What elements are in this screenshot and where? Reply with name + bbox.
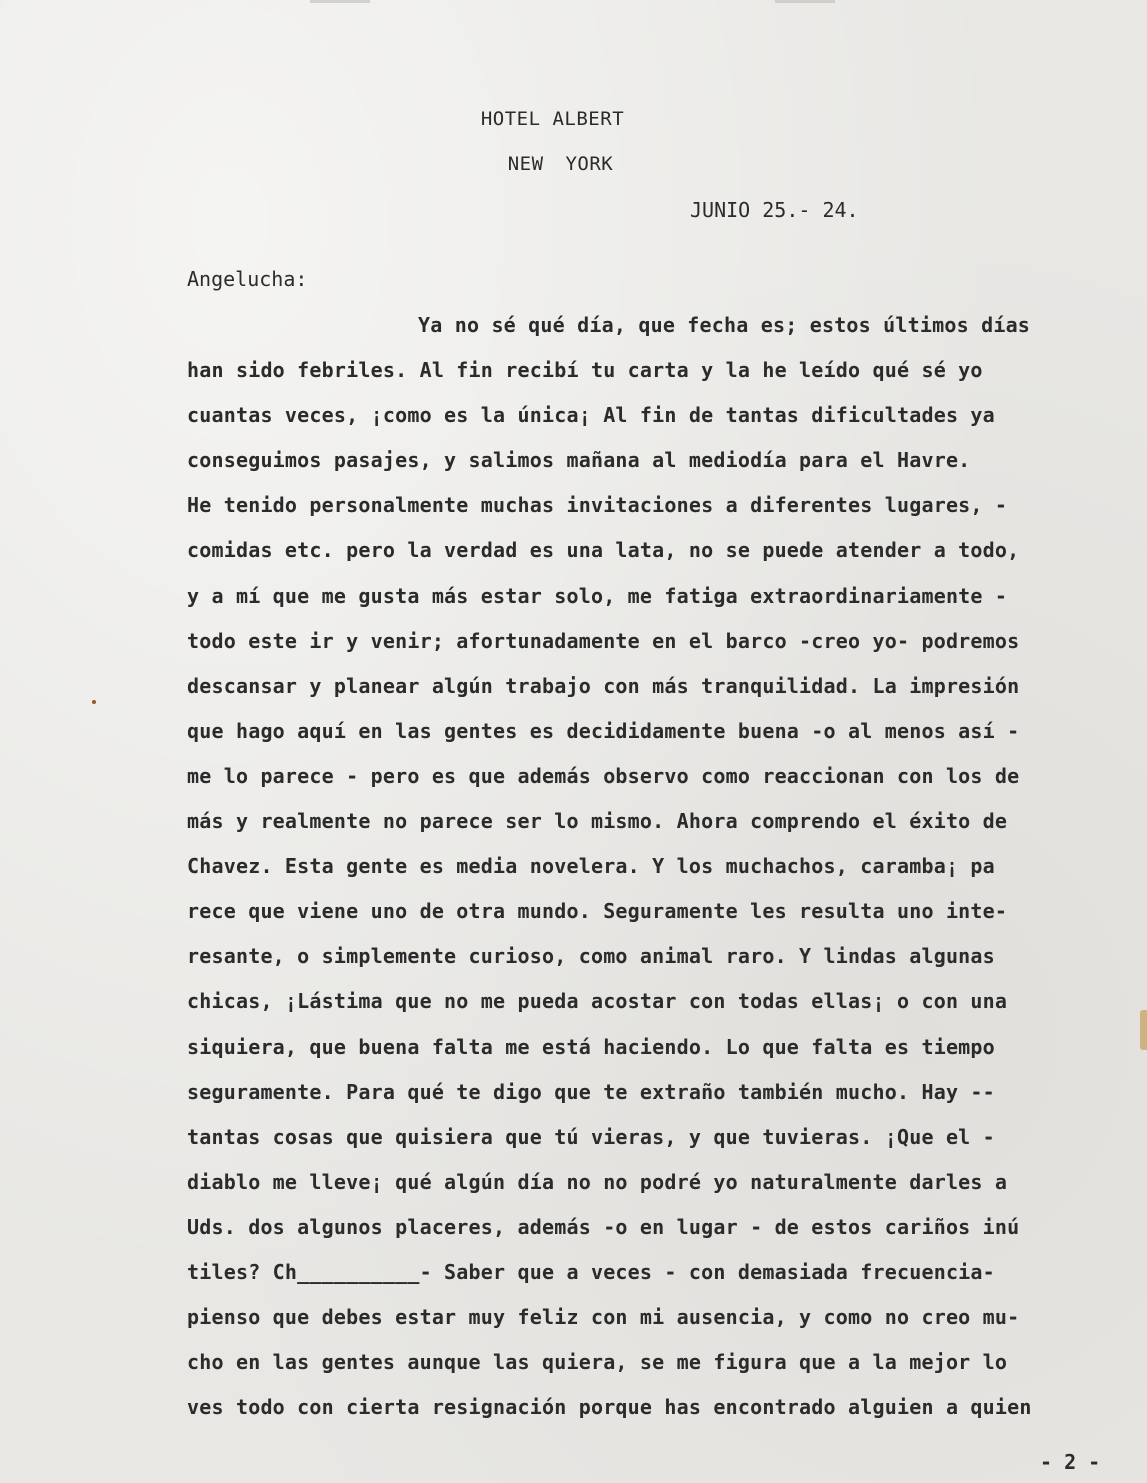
- body-line: pienso que debes estar muy feliz con mi ausencia, y como no creo mu-: [187, 1305, 1020, 1330]
- body-line: tantas cosas que quisiera que tú vieras, y que tuvieras. ¡Que el -: [187, 1124, 995, 1149]
- body-line: todo este ir y venir; afortunadamente en el barco -creo yo- podremos: [187, 628, 1020, 653]
- body-line: ves todo con cierta resignación porque has encontrado alguien a quien: [187, 1395, 1032, 1420]
- letterhead-city: NEW YORK: [507, 153, 614, 175]
- body-line: descansar y planear algún trabajo con más tranquilidad. La impresión: [187, 673, 1020, 698]
- body-line: diablo me lleve¡ qué algún día no no podré yo naturalmente darles a: [187, 1169, 1008, 1194]
- body-line: más y realmente no parece ser lo mismo. Ahora comprendo el éxito de: [187, 809, 1008, 834]
- letter-date: JUNIO 25.- 24.: [690, 198, 859, 222]
- body-line: han sido febriles. Al fin recibí tu carta y la he leído qué sé yo: [187, 358, 983, 383]
- body-line: resante, o simplemente curioso, como animal raro. Y lindas algunas: [187, 944, 995, 969]
- body-line: Ya no sé qué día, que fecha es; estos últimos días: [418, 313, 1031, 337]
- ink-spot: [92, 700, 96, 704]
- body-line: tiles? Ch__________- Saber que a veces - con demasiada frecuencia-: [187, 1259, 995, 1284]
- body-line: que hago aquí en las gentes es decididamente buena -o al menos así -: [187, 718, 1020, 743]
- body-line: seguramente. Para qué te digo que te extraño también mucho. Hay --: [187, 1079, 995, 1104]
- body-line: rece que viene uno de otra mundo. Seguramente les resulta uno inte-: [187, 899, 1008, 924]
- paper-crease-mark: [310, 0, 370, 3]
- body-line: conseguimos pasajes, y salimos mañana al mediodía para el Havre.: [187, 448, 971, 473]
- body-line: Uds. dos algunos placeres, además -o en lugar - de estos cariños inú: [187, 1214, 1020, 1239]
- body-line: cuantas veces, ¡como es la única¡ Al fin de tantas dificultades ya: [187, 403, 995, 428]
- letter-body: [187, 310, 1127, 1437]
- body-line: y a mí que me gusta más estar solo, me fatiga extraordinariamente -: [187, 583, 1008, 608]
- paper-edge-stain: [1140, 1010, 1147, 1050]
- body-line: He tenido personalmente muchas invitaciones a diferentes lugares, -: [187, 493, 1008, 518]
- paper-crease-mark: [775, 0, 835, 3]
- salutation: Angelucha:: [187, 267, 308, 291]
- letterhead-hotel: HOTEL ALBERT: [480, 108, 625, 130]
- body-line: me lo parece - pero es que además observo como reaccionan con los de: [187, 763, 1020, 788]
- body-line: chicas, ¡Lástima que no me pueda acostar con todas ellas¡ o con una: [187, 989, 1008, 1014]
- body-line: cho en las gentes aunque las quiera, se me figura que a la mejor lo: [187, 1350, 1008, 1375]
- body-line: siquiera, que buena falta me está haciendo. Lo que falta es tiempo: [187, 1034, 995, 1059]
- page-number: - 2 -: [1040, 1450, 1101, 1474]
- body-line: Chavez. Esta gente es media novelera. Y los muchachos, caramba¡ pa: [187, 854, 995, 879]
- body-line: comidas etc. pero la verdad es una lata, no se puede atender a todo,: [187, 538, 1020, 563]
